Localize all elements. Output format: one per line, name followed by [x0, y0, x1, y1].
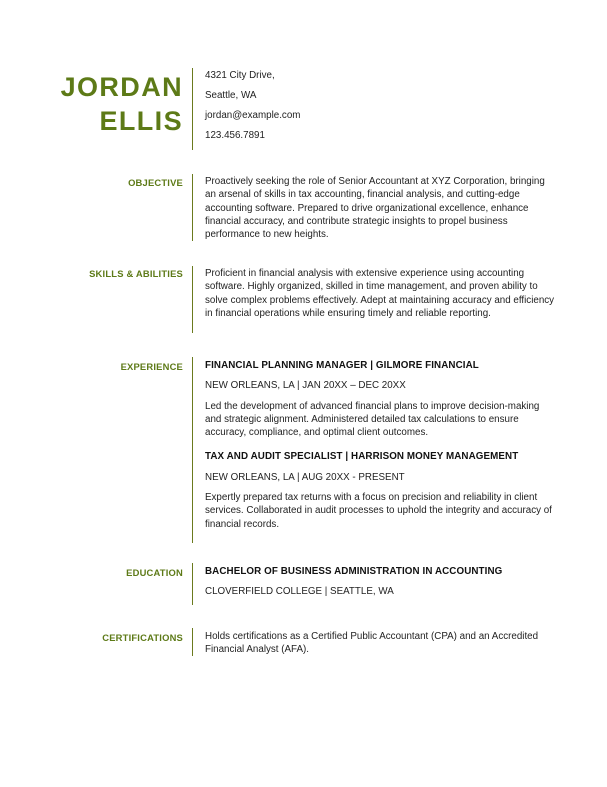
header-divider [192, 68, 193, 150]
contact-email: jordan@example.com [205, 110, 301, 121]
job-description: Led the development of advanced financial plans to improve decision-making and strategic alignment. Administered detailed tax calculations to ensure accuracy, compliance, and optimal client outcomes. [205, 400, 540, 439]
education-divider [192, 563, 193, 605]
job-meta: NEW ORLEANS, LA | AUG 20XX - PRESENT [205, 471, 405, 483]
certifications-label: CERTIFICATIONS [102, 632, 183, 643]
objective-text: Proactively seeking the role of Senior Accountant at XYZ Corporation, bringing an arsenal of skills in tax accounting, financial analysis, and cutting-edge accounting software. Prepared to drive organizational excellence, enhance financial accuracy, and contribute strategic insights to propel business performance to new heights. [205, 176, 545, 241]
contact-info [205, 66, 555, 146]
experience-divider [192, 357, 193, 543]
objective-label: OBJECTIVE [128, 177, 183, 188]
certifications-divider [192, 628, 193, 656]
job-title: FINANCIAL PLANNING MANAGER | GILMORE FINANCIAL [205, 360, 479, 371]
job-entry [205, 450, 555, 530]
contact-city: Seattle, WA [205, 90, 257, 101]
job-entry [205, 359, 555, 439]
experience-label: EXPERIENCE [120, 361, 183, 372]
school-info: CLOVERFIELD COLLEGE | SEATTLE, WA [205, 586, 394, 598]
contact-phone: 123.456.7891 [205, 130, 265, 141]
degree-title: BACHELOR OF BUSINESS ADMINISTRATION IN ACCOUNTING [205, 566, 503, 577]
objective-divider [192, 174, 193, 241]
last-name: ELLIS [99, 106, 183, 136]
education-label: EDUCATION [126, 567, 183, 578]
job-title: TAX AND AUDIT SPECIALIST | HARRISON MONEY MANAGEMENT [205, 451, 519, 463]
education-entry [205, 565, 555, 599]
job-description: Expertly prepared tax returns with a focus on precision and reliability in client services. Collaborated in audit processes to uphold the integrity and accuracy of financial records. [205, 492, 552, 530]
experience-list [205, 359, 555, 531]
skills-divider [192, 266, 193, 333]
skills-text: Proficient in financial analysis with extensive experience using accounting software. Highly organized, skilled in time management, and proven ability to solve complex problems effectively. Adept at maintaining accuracy and efficiency in financial operations while ensuring timely and reliable reporting. [205, 268, 555, 319]
certifications-text: Holds certifications as a Certified Public Accountant (CPA) and an Accredited Financial Analyst (AFA). [205, 631, 539, 656]
contact-address: 4321 City Drive, [205, 70, 275, 81]
job-meta: NEW ORLEANS, LA | JAN 20XX – DEC 20XX [205, 380, 406, 392]
candidate-name [61, 70, 183, 138]
first-name: JORDAN [60, 72, 183, 102]
skills-label: SKILLS & ABILITIES [89, 268, 183, 279]
